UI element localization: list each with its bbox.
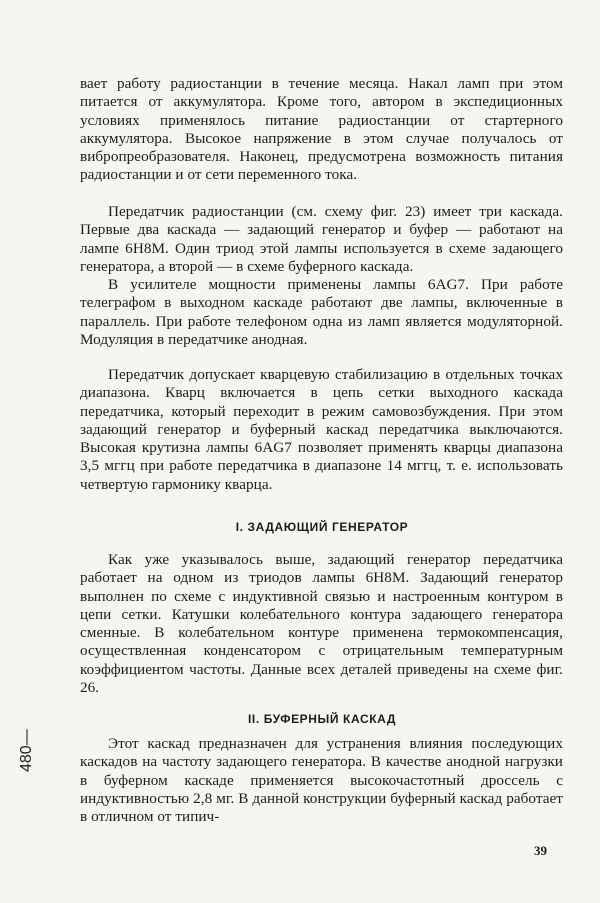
paragraph-master-oscillator: Как уже указывалось выше, задающий генератор передатчика работает на одном из триодов лампы 6Н8М. Задающий генератор выполнен по схеме с индуктивной связью и настроенным контуром в цепи сетки. Катушки колебательного контура задающего генератора сменные. В колебательном контуре применена термокомпенсация, осуществленная конденсатором с отрицательным температурным коэффициентом частоты. Данные всех деталей приведены на схеме фиг. 26.	[80, 551, 563, 697]
paragraph-buffer-stage: Этот каскад предназначен для устранения влияния последующих каскадов на частоту задающего генератора. В качестве анодной нагрузки в буферном каскаде применяется высокочастотный дроссель с индуктивностью 2,8 мг. В данной конструкции буферный каскад работает в отличном от типич-	[80, 735, 563, 826]
page-number: 39	[534, 843, 547, 858]
paragraph-transmitter-stages: Передатчик радиостанции (см. схему фиг. 23) имеет три каскада. Первые два каскада — задающий генератор и буфер — работают на лампе 6Н8М. Один триод этой лампы используется в схеме задающего генератора, а второй — в схеме буферного каскада.	[80, 203, 563, 275]
paragraph-power-amplifier: В усилителе мощности применены лампы 6AG7. При работе телеграфом в выходном каскаде работают две лампы, включенные в параллель. При работе телефоном одна из ламп является модуляторной. Модуляция в передатчике анодная.	[80, 276, 563, 348]
paragraph-power-supply: вает работу радиостанции в течение месяца. Накал ламп при этом питается от аккумулятора. Кроме того, автором в экспедиционных условиях применялось питание радиостанции от стартерного аккумулятора. Высокое напряжение в этом случае получалось от вибропреобразователя. Наконец, предусмотрена возможность питания радиостанции и от сети переменного тока.	[80, 75, 563, 184]
section-heading-buffer-stage: II. БУФЕРНЫЙ КАСКАД	[247, 712, 397, 726]
printer-signature-mark: 480—	[18, 729, 35, 772]
section-heading-master-oscillator: I. ЗАДАЮЩИЙ ГЕНЕРАТОР	[235, 520, 409, 534]
paragraph-crystal-stabilization: Передатчик допускает кварцевую стабилизацию в отдельных точках диапазона. Кварц включается в цепь сетки выходного каскада передатчика, который переходит в режим самовозбуждения. При этом задающий генератор и буферный каскад передатчика выключаются. Высокая крутизна лампы 6AG7 позволяет применять кварцы диапазона 3,5 мггц при работе передатчика в диапазоне 14 мггц, т. е. использовать четвертую гармонику кварца.	[80, 366, 563, 493]
